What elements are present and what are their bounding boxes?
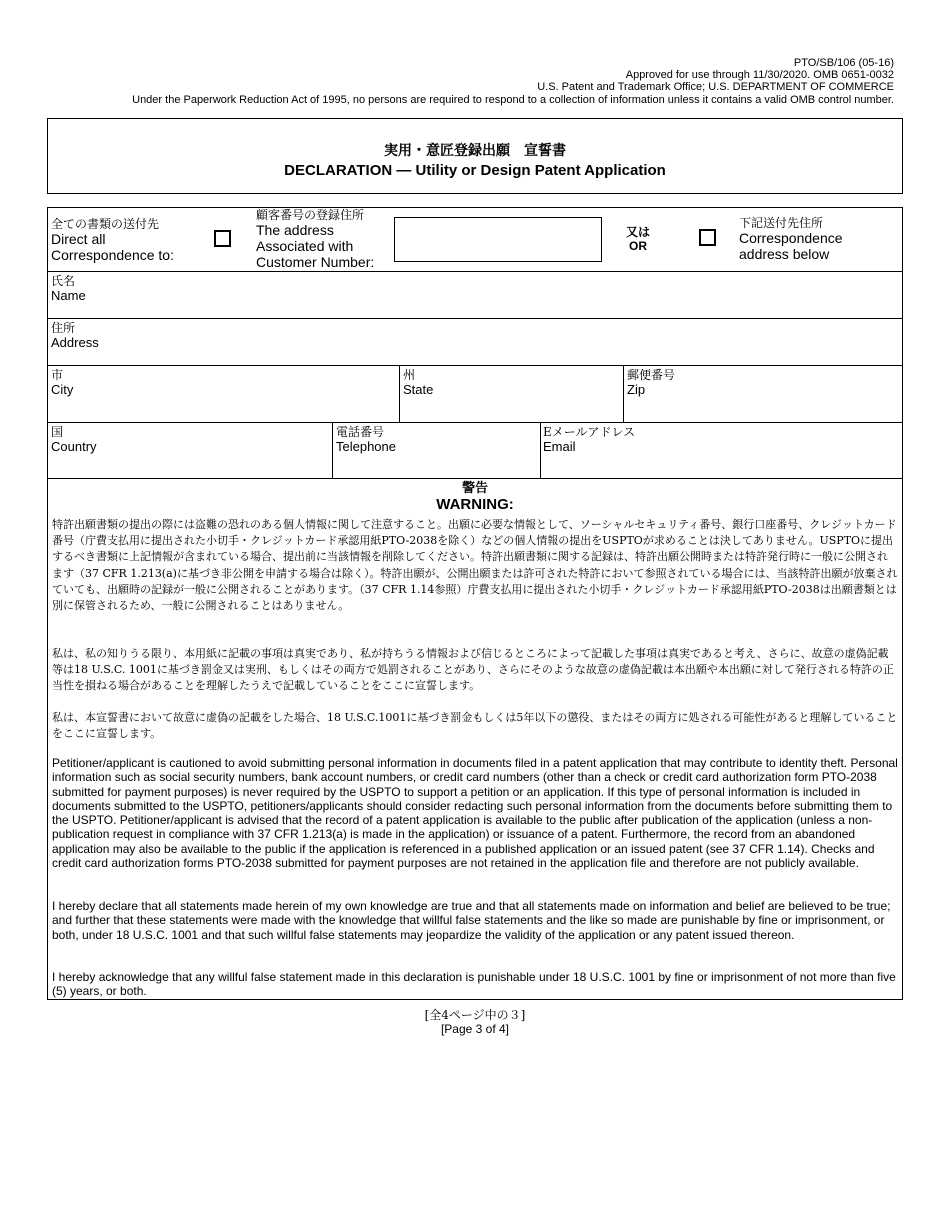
- country-label-ja: 国: [51, 425, 64, 439]
- page-number: [Page 3 of 4]: [440, 1022, 510, 1036]
- row-divider: [48, 422, 902, 423]
- page-footer: [0, 1008, 950, 1036]
- row-divider: [48, 478, 902, 479]
- name-label-ja: 氏名: [51, 274, 76, 288]
- below-label-en-1: Correspondence: [739, 230, 843, 246]
- warning-heading: [48, 481, 902, 513]
- col-divider: [623, 365, 624, 422]
- warning-paragraph-ja-2: 私は、私の知りうる限り、本用紙に記載の事項は真実であり、私が持ちうる情報および信じるところによって記載した事項は真実であると考え、さらに、故意の虚偽記載等は18 U.S.C. 1001に基づき罰金又は実刑、もしくはその両方で処罰されることがあり、さらにそのような故意の虚偽記載は本出願や本出願に対して発行される特許の正当性を損ねる場合があることを理解したうえで記載していることをここに宣誓します。: [52, 647, 894, 693]
- below-label-ja: 下記送付先住所: [739, 216, 824, 230]
- title-box: [47, 118, 903, 194]
- declaration-paragraph-en-2: I hereby declare that all statements made herein of my own knowledge are true and that all statements made on information and belief are believed to be true; and further that these statements were made with the knowledge that willful false statements and the like so made are punishable by fine or imprisonment, or both, under 18 U.S.C. 1001 and that such willful false statements may jeopardize the validity of the application or any patent issued thereon.: [52, 899, 891, 942]
- address-label-ja: 住所: [51, 321, 76, 335]
- col-divider: [332, 422, 333, 478]
- correspondence-below-label: [739, 216, 843, 262]
- or-label-en: OR: [629, 239, 647, 253]
- col-divider: [399, 365, 400, 422]
- direct-label-en-1: Direct all: [51, 231, 106, 247]
- warning-paragraph-en-1: Petitioner/applicant is cautioned to avoid submitting personal information in documents filed in a patent application that may contribute to identity theft. Personal information such as social security numbers, bank account numbers, or credit card numbers (other than a check or credit card authorization form PTO-2038 submitted for payment purposes) is never required by the USPTO to support a petition or an application. If this type of personal information is included in documents submitted to the USPTO, petitioners/applicants should consider redacting such personal information from the documents before submitting them to the USPTO. Petitioner/applicant is advised that the record of a patent application is available to the public after publication of the application (unless a non-publication request in compliance with 37 CFR 1.213(a) is made in the application) or issuance of a patent. Furthermore, the record from an abandoned application may also be available to the public if the application is referenced in a published application or an issued patent (see 37 CFR 1.14). Checks and credit card authorization forms PTO-2038 submitted for payment purposes are not retained in the application file and therefore are not publicly available.: [52, 756, 898, 871]
- name-field[interactable]: [51, 274, 86, 303]
- below-label-en-2: address below: [739, 246, 830, 262]
- zip-label-ja: 郵便番号: [627, 368, 676, 382]
- zip-label: Zip: [627, 382, 646, 397]
- customer-number-input[interactable]: [394, 217, 602, 262]
- direct-correspondence-label: [51, 217, 174, 263]
- col-divider: [540, 422, 541, 478]
- zip-field[interactable]: [627, 368, 675, 397]
- city-label-ja: 市: [51, 368, 64, 382]
- warning-title-ja: 警告: [461, 481, 488, 496]
- email-label-ja: Eメールアドレス: [543, 425, 636, 439]
- form-id: PTO/SB/106 (05-16): [793, 57, 894, 69]
- telephone-label: Telephone: [336, 439, 396, 454]
- row-divider: [48, 365, 902, 366]
- country-field[interactable]: [51, 425, 97, 454]
- row-divider: [48, 271, 902, 272]
- address-field[interactable]: [51, 321, 99, 350]
- row-divider: [48, 318, 902, 319]
- country-label: Country: [51, 439, 97, 454]
- city-label: City: [51, 382, 74, 397]
- customer-number-label: [256, 208, 374, 270]
- city-field[interactable]: [51, 368, 73, 397]
- customer-label-en-3: Customer Number:: [256, 254, 375, 270]
- customer-label-ja: 顧客番号の登録住所: [256, 208, 365, 222]
- warning-title: WARNING:: [436, 496, 514, 513]
- declaration-form: [47, 207, 903, 1000]
- telephone-label-ja: 電話番号: [336, 425, 385, 439]
- customer-label-en-2: Associated with: [256, 238, 354, 254]
- page-title: DECLARATION — Utility or Design Patent Application: [284, 162, 666, 179]
- warning-paragraph-ja-3: 私は、本宣誓書において故意に虚偽の記載をした場合、18 U.S.C.1001に基づき罰金もしくは5年以下の懲役、またはその両方に処される可能性があると理解していることをここに宣誓します。: [52, 711, 898, 741]
- state-label-ja: 州: [403, 368, 416, 382]
- customer-label-en-1: The address: [256, 222, 334, 238]
- page-number-ja: [全4ページ中の３]: [424, 1008, 526, 1022]
- direct-label-en-2: Correspondence to:: [51, 247, 174, 263]
- agency-line: U.S. Patent and Trademark Office; U.S. DEPARTMENT OF COMMERCE: [537, 81, 894, 94]
- warning-paragraph-ja-1: 特許出願書類の提出の際には盗難の恐れのある個人情報に関して注意すること。出願に必要な情報として、ソーシャルセキュリティ番号、銀行口座番号、クレジットカード番号（庁費支払用に提出された小切手・クレジットカード承認用紙PTO-2038を除く）などの個人情報の提出をUSPTOが求めることは決してありません。USPTOに提出するべき書類に上記情報が含まれている場合、提出前に当該情報を削除してください。特許出願書類に関する記録は、特許出願公開時または特許発行時に一般に公開されます（37 CFR 1.213(a)に基づき非公開を申請する場合は除く）。特許出願が、公開出願または許可された特許において参照されている場合には、当該特許出願が放棄されていても、出願時の記録が一般に公開されることがあります。（37 CFR 1.14参照）庁費支払用に提出された小切手・クレジットカード承認用紙PTO-2038は出願書類とは別に保管されるため、一般に公開されることはありません。: [52, 518, 898, 613]
- customer-number-checkbox[interactable]: [214, 230, 231, 247]
- or-label-ja: 又は: [626, 225, 651, 239]
- acknowledgment-paragraph-en-3: I hereby acknowledge that any willful false statement made in this declaration is punishable under 18 U.S.C. 1001 by fine or imprisonment of not more than five (5) years, or both.: [52, 970, 896, 999]
- telephone-field[interactable]: [336, 425, 396, 454]
- email-field[interactable]: [543, 425, 635, 454]
- omb-approval: Approved for use through 11/30/2020. OMB 0651-0032: [625, 69, 894, 82]
- state-field[interactable]: [403, 368, 433, 397]
- direct-label-ja: 全ての書類の送付先: [51, 217, 160, 231]
- title-japanese: 実用・意匠登録出願 宣誓書: [384, 143, 566, 159]
- correspondence-below-checkbox[interactable]: [699, 229, 716, 246]
- form-header: [132, 57, 894, 106]
- or-label: [626, 225, 650, 253]
- name-label: Name: [51, 288, 86, 303]
- state-label: State: [403, 382, 434, 397]
- email-label: Email: [543, 439, 576, 454]
- paperwork-notice: Under the Paperwork Reduction Act of 1995, no persons are required to respond to a collection of information unless it contains a valid OMB control number.: [132, 93, 894, 106]
- address-label: Address: [51, 335, 99, 350]
